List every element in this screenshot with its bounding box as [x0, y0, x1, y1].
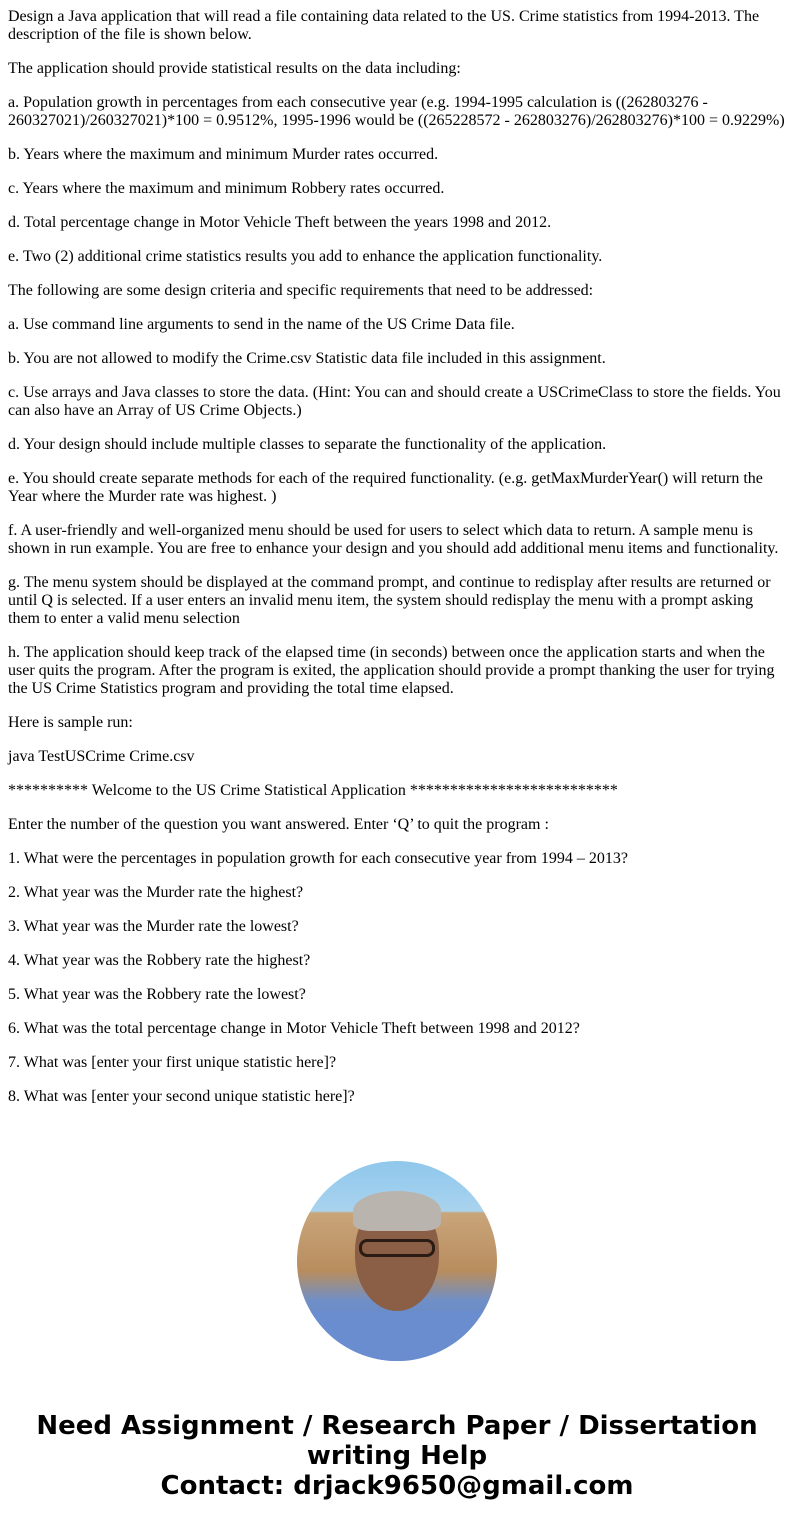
paragraph: Here is sample run: [8, 714, 133, 731]
avatar-hair [353, 1191, 441, 1231]
paragraph: d. Your design should include multiple classes to separate the functionality of the application. [8, 436, 607, 453]
paragraph: 3. What year was the Murder rate the lowest? [8, 918, 299, 935]
avatar-shirt [297, 1311, 497, 1361]
paragraph: e. Two (2) additional crime statistics results you add to enhance the application functionality. [8, 248, 603, 265]
paragraph: 5. What year was the Robbery rate the lowest? [8, 986, 306, 1003]
contact-banner [0, 1411, 794, 1501]
paragraph: a. Population growth in percentages from each consecutive year (e.g. 1994-1995 calculation is ((262803276 - 260327021)/260327021)*100 = 0.9512%, 1995-1996 would be ((265228572 - 262803276)/262803276)*100 = 0.9229%) [8, 94, 785, 129]
paragraph: g. The menu system should be displayed at the command prompt, and continue to redisplay after results are returned or until Q is selected. If a user enters an invalid menu item, the system should redisplay the menu with a prompt asking them to enter a valid menu selection [8, 574, 771, 627]
paragraph: e. You should create separate methods for each of the required functionality. (e.g. getMaxMurderYear() will return the Year where the Murder rate was highest. ) [8, 470, 763, 505]
paragraph: c. Use arrays and Java classes to store the data. (Hint: You can and should create a USCrimeClass to store the fields. You can also have an Array of US Crime Objects.) [8, 384, 781, 419]
paragraph: d. Total percentage change in Motor Vehicle Theft between the years 1998 and 2012. [8, 214, 552, 231]
paragraph: Enter the number of the question you want answered. Enter ‘Q’ to quit the program : [8, 816, 549, 833]
paragraph: ********** Welcome to the US Crime Statistical Application ************************** [8, 782, 618, 799]
paragraph: 4. What year was the Robbery rate the highest? [8, 952, 311, 969]
paragraph: Design a Java application that will read a file containing data related to the US. Crime statistics from 1994-2013. The description of the file is shown below. [8, 8, 760, 43]
paragraph: 7. What was [enter your first unique statistic here]? [8, 1054, 337, 1071]
paragraph: The application should provide statistical results on the data including: [8, 60, 461, 77]
paragraph: java TestUSCrime Crime.csv [8, 748, 195, 765]
paragraph: c. Years where the maximum and minimum Robbery rates occurred. [8, 180, 445, 197]
promo-headline: Need Assignment / Research Paper / Dissertation writing Help [36, 1411, 758, 1471]
promo-contact: Contact: drjack9650@gmail.com [160, 1471, 634, 1501]
paragraph: 8. What was [enter your second unique statistic here]? [8, 1088, 355, 1105]
paragraph: b. Years where the maximum and minimum Murder rates occurred. [8, 146, 439, 163]
paragraph: h. The application should keep track of the elapsed time (in seconds) between once the application starts and when the user quits the program. After the program is exited, the application should provide a prompt thanking the user for trying the US Crime Statistics program and providing the total time elapsed. [8, 644, 775, 697]
paragraph: 2. What year was the Murder rate the highest? [8, 884, 304, 901]
paragraph: b. You are not allowed to modify the Crime.csv Statistic data file included in this assignment. [8, 350, 606, 367]
paragraph: a. Use command line arguments to send in the name of the US Crime Data file. [8, 316, 515, 333]
paragraph: The following are some design criteria and specific requirements that need to be addressed: [8, 282, 594, 299]
paragraph: f. A user-friendly and well-organized menu should be used for users to select which data to return. A sample menu is shown in run example. You are free to enhance your design and you should add additional menu items and functionality. [8, 522, 779, 557]
paragraph: 6. What was the total percentage change in Motor Vehicle Theft between 1998 and 2012? [8, 1020, 580, 1037]
author-avatar [297, 1161, 497, 1361]
document-body [8, 8, 786, 1106]
avatar-glasses [359, 1239, 435, 1257]
paragraph: 1. What were the percentages in population growth for each consecutive year from 1994 – 2013? [8, 850, 628, 867]
